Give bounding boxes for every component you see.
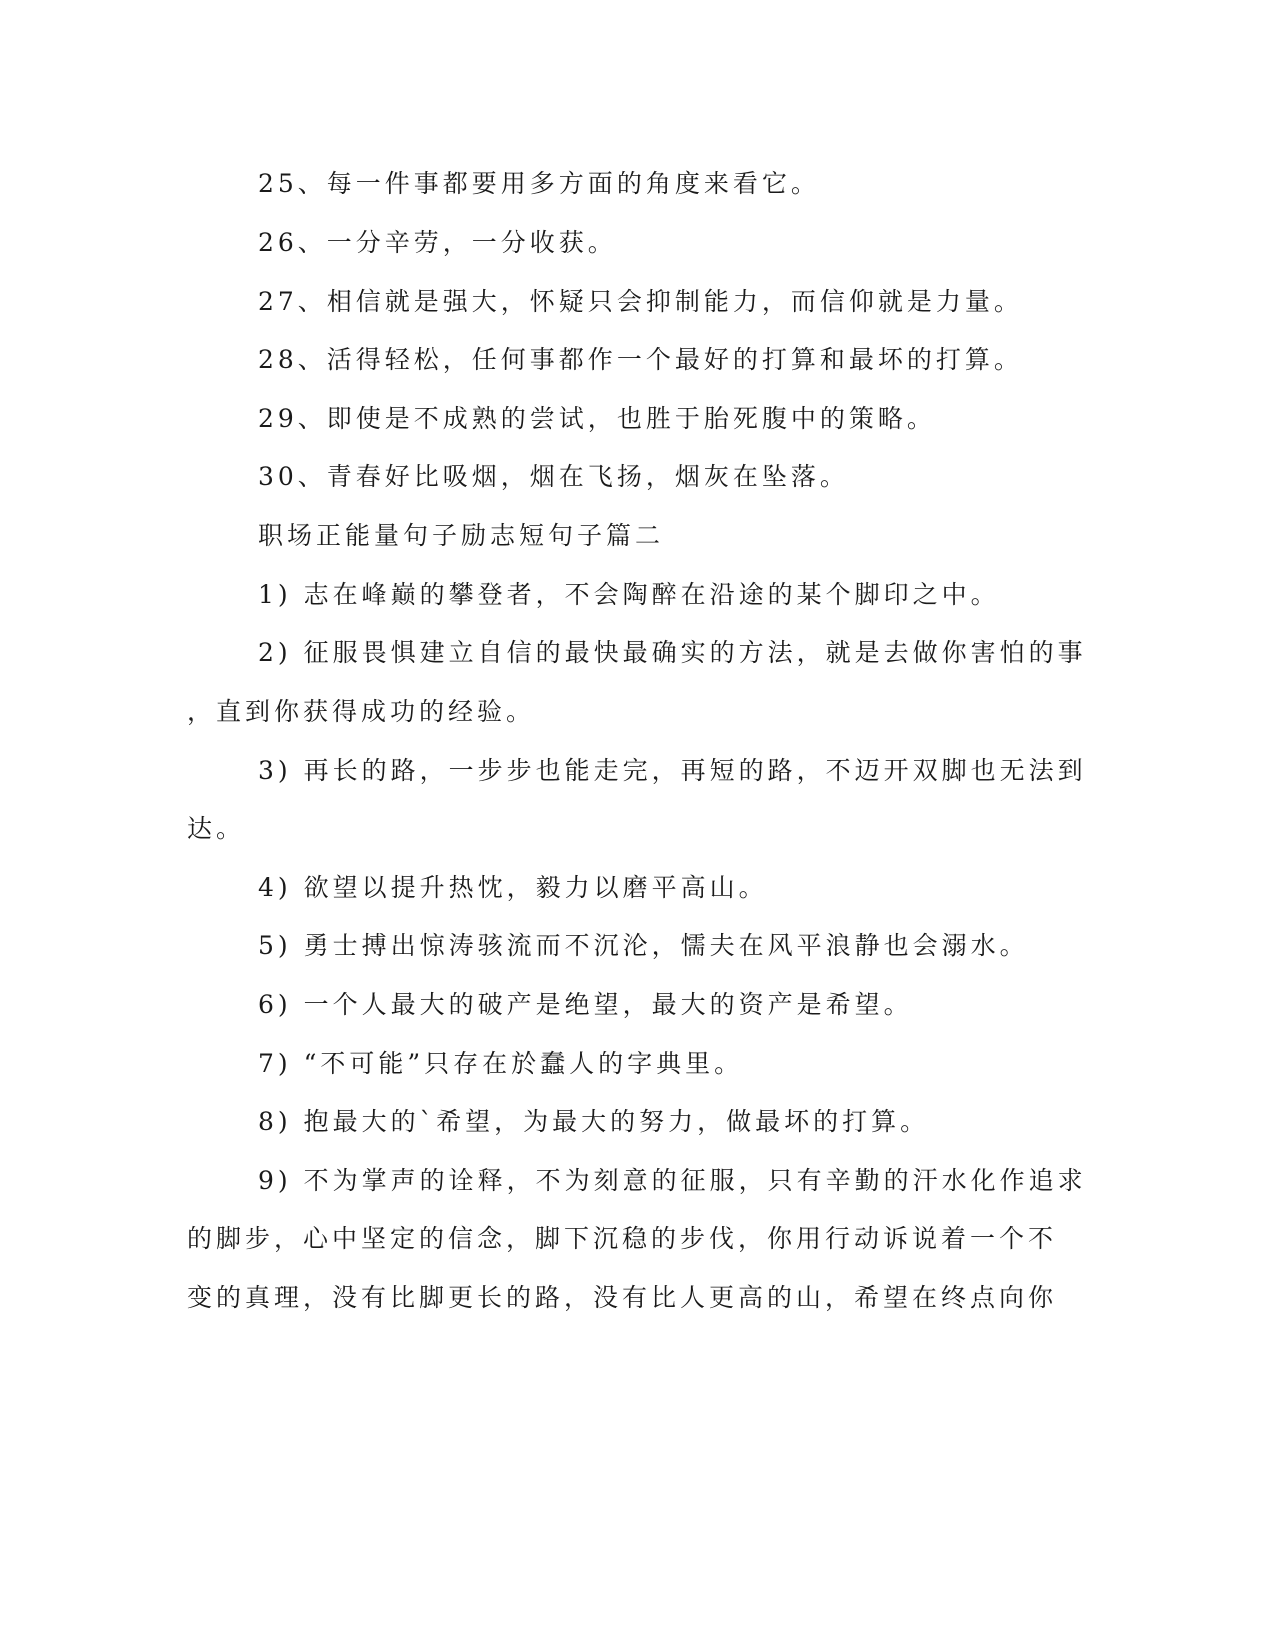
quote-line-3: 3) 再长的路，一步步也能走完，再短的路，不迈开双脚也无法到 — [258, 756, 1087, 785]
quote-line-2: 2) 征服畏惧建立自信的最快最确实的方法，就是去做你害怕的事 — [258, 638, 1087, 667]
quote-line-9-cont-2: 变的真理，没有比脚更长的路，没有比人更高的山，希望在终点向你 — [187, 1283, 1058, 1312]
quote-line-2-cont: ，直到你获得成功的经验。 — [187, 697, 536, 726]
quote-line-4: 4) 欲望以提升热忱，毅力以磨平高山。 — [258, 873, 768, 902]
quote-line-1: 1) 志在峰巅的攀登者，不会陶醉在沿途的某个脚印之中。 — [258, 580, 1000, 609]
quote-line-9: 9) 不为掌声的诠释，不为刻意的征服，只有辛勤的汗水化作追求 — [258, 1166, 1087, 1195]
quote-line-30: 30、青春好比吸烟，烟在飞扬，烟灰在坠落。 — [258, 462, 849, 491]
quote-line-8: 8) 抱最大的`希望，为最大的努力，做最坏的打算。 — [258, 1107, 930, 1136]
quote-line-27: 27、相信就是强大，怀疑只会抑制能力，而信仰就是力量。 — [258, 287, 1023, 316]
quote-line-5: 5) 勇士搏出惊涛骇流而不沉沦，懦夫在风平浪静也会溺水。 — [258, 931, 1029, 960]
quote-line-25: 25、每一件事都要用多方面的角度来看它。 — [258, 169, 820, 198]
quote-line-7: 7) “不可能”只存在於蠢人的字典里。 — [258, 1049, 744, 1078]
quote-line-26: 26、一分辛劳，一分收获。 — [258, 228, 617, 257]
quote-line-9-cont-1: 的脚步，心中坚定的信念，脚下沉稳的步伐，你用行动诉说着一个不 — [187, 1224, 1058, 1253]
section-heading: 职场正能量句子励志短句子篇二 — [258, 521, 665, 550]
quote-line-6: 6) 一个人最大的破产是绝望，最大的资产是希望。 — [258, 990, 913, 1019]
quote-line-28: 28、活得轻松，任何事都作一个最好的打算和最坏的打算。 — [258, 345, 1023, 374]
quote-line-29: 29、即使是不成熟的尝试，也胜于胎死腹中的策略。 — [258, 404, 936, 433]
quote-line-3-cont: 达。 — [187, 814, 246, 843]
